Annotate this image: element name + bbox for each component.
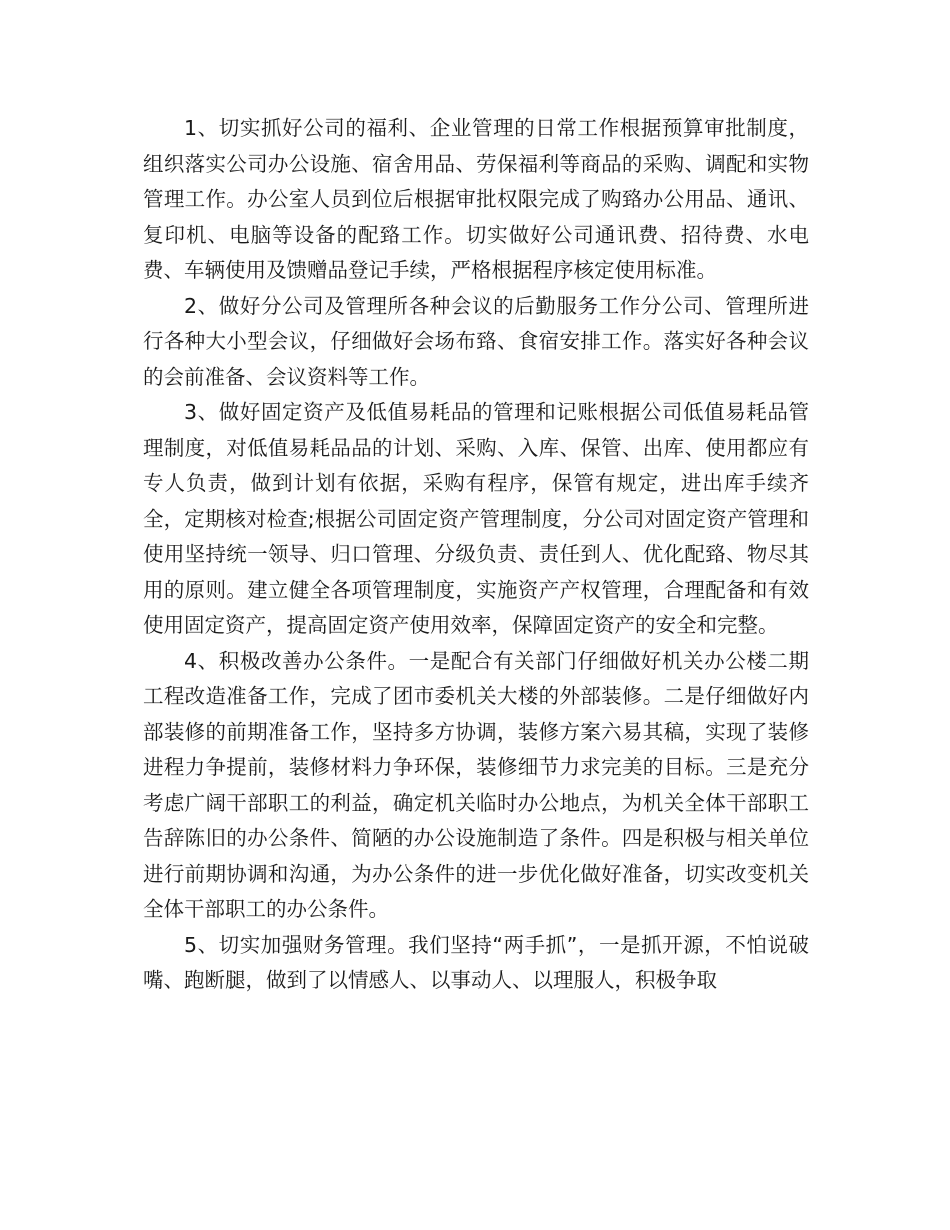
paragraph-2: 2、做好分公司及管理所各种会议的后勤服务工作分公司、管理所进行各种大小型会议，仔细做好会场布臵、食宿安排工作。落实好各种会议的会前准备、会议资料等工作。: [143, 293, 809, 389]
document-body: [143, 111, 809, 999]
paragraph-3: 3、做好固定资产及低值易耗品的管理和记账根据公司低值易耗品管理制度，对低值易耗品品的计划、采购、入库、保管、出库、使用都应有专人负责，做到计划有依据，采购有程序，保管有规定，进出库手续齐全，定期核对检查;根据公司固定资产管理制度，分公司对固定资产管理和使用坚持统一领导、归口管理、分级负责、责任到人、优化配臵、物尽其用的原则。建立健全各项管理制度，实施资产产权管理，合理配备和有效使用固定资产，提高固定资产使用效率，保障固定资产的安全和完整。: [143, 400, 809, 637]
paragraph-4: 4、积极改善办公条件。一是配合有关部门仔细做好机关办公楼二期工程改造准备工作，完成了团市委机关大楼的外部装修。二是仔细做好内部装修的前期准备工作，坚持多方协调，装修方案六易其稿，实现了装修进程力争提前，装修材料力争环保，装修细节力求完美的目标。三是充分考虑广阔干部职工的利益，确定机关临时办公地点，为机关全体干部职工告辞陈旧的办公条件、简陋的办公设施制造了条件。四是积极与相关单位进行前期协调和沟通，为办公条件的进一步优化做好准备，切实改变机关全体干部职工的办公条件。: [143, 648, 809, 921]
paragraph-5: 5、切实加强财务管理。我们坚持“两手抓”，一是抓开源，不怕说破嘴、跑断腿，做到了以情感人、以事动人、以理服人，积极争取: [143, 932, 809, 992]
paragraph-1: 1、切实抓好公司的福利、企业管理的日常工作根据预算审批制度，组织落实公司办公设施、宿舍用品、劳保福利等商品的采购、调配和实物管理工作。办公室人员到位后根据审批权限完成了购臵办公用品、通讯、复印机、电脑等设备的配臵工作。切实做好公司通讯费、招待费、水电费、车辆使用及馈赠品登记手续，严格根据程序核定使用标准。: [143, 116, 809, 282]
